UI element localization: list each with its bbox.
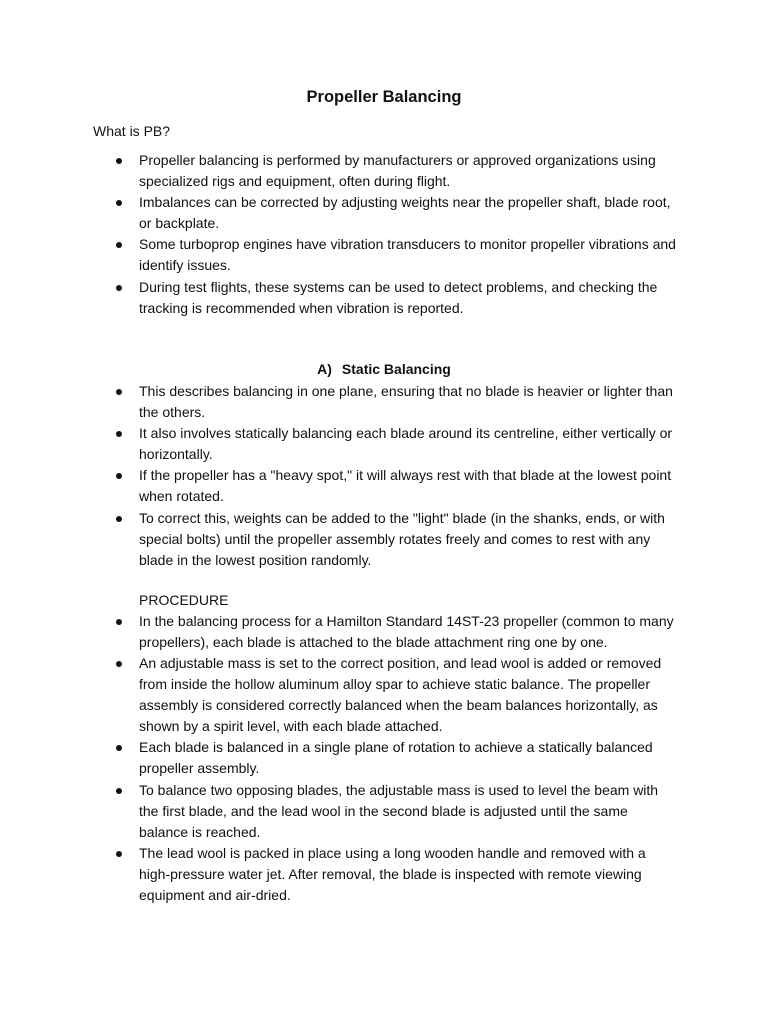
list-item-text: Propeller balancing is performed by manufacturers or approved organizations using specialized rigs and equipment, often during flight. [139,152,656,189]
list-item-text: Imbalances can be corrected by adjusting weights near the propeller shaft, blade root, or backplate. [139,194,671,232]
list-item-text: It also involves statically balancing each blade around its centreline, either vertically or horizontally. [139,425,673,463]
bullet-icon [116,285,122,291]
bullet-icon [116,661,122,667]
list-item-text: An adjustable mass is set to the correct position, and lead wool is added or removed from inside the hollow aluminum alloy spar to achieve static balance. The propeller assembly is considered correctly balanced when the beam balances horizontally, as shown by a spirit level, with each blade attached. [139,655,662,735]
list-item-text: Some turboprop engines have vibration transducers to monitor propeller vibrations and identify issues. [139,236,676,274]
bullet-icon [116,788,122,794]
procedure-list [0,611,768,906]
procedure-label: PROCEDURE [139,592,229,608]
bullet-icon [116,473,122,479]
intro-bullet-list [0,150,768,319]
list-item [0,780,679,843]
section-marker: A) [317,361,332,377]
list-item-text: During test flights, these systems can be used to detect problems, and checking the tracking is recommended when vibration is reported. [139,278,658,316]
bullet-icon [116,851,122,857]
list-item [0,234,679,276]
list-item [0,737,679,779]
section-heading [0,359,768,379]
bullet-icon [116,431,122,437]
bullet-icon [116,619,122,625]
list-item [0,508,679,571]
bullet-icon [116,158,122,164]
list-item-text: In the balancing process for a Hamilton Standard 14ST-23 propeller (common to many propellers), each blade is attached to the blade attachment ring one by one. [139,613,674,650]
list-item-text: To correct this, weights can be added to the "light" blade (in the shanks, ends, or with special bolts) until the propeller assembly rotates freely and comes to rest with any blade in the lowest position randomly. [139,509,665,568]
list-item-text: Each blade is balanced in a single plane of rotation to achieve a statically balanced propeller assembly. [139,739,653,777]
section-heading-text: Static Balancing [341,361,451,377]
list-item [0,611,679,653]
list-item [0,381,679,423]
list-item [0,423,679,465]
list-item [0,277,679,319]
list-item-text: The lead wool is packed in place using a long wooden handle and removed with a high-pressure water jet. After removal, the blade is inspected with remote viewing equipment and air-dried. [139,844,646,903]
list-item-text: This describes balancing in one plane, ensuring that no blade is heavier or lighter than the others. [139,383,673,420]
page-title: Propeller Balancing [306,88,462,106]
bullet-icon [116,516,122,522]
list-item [0,653,679,737]
bullet-icon [116,200,122,206]
list-item [0,150,679,192]
list-item-text: If the propeller has a "heavy spot," it will always rest with that blade at the lowest point when rotated. [139,467,672,505]
list-item-text: To balance two opposing blades, the adjustable mass is used to level the beam with the first blade, and the lead wool in the second blade is adjusted until the same balance is reached. [139,781,659,840]
list-item [0,465,679,507]
list-item [0,192,679,234]
intro-question: What is PB? [93,123,171,139]
bullet-icon [116,242,122,248]
bullet-icon [116,389,122,395]
list-item [0,843,679,906]
bullet-icon [116,745,122,751]
static-balancing-list [0,381,768,571]
